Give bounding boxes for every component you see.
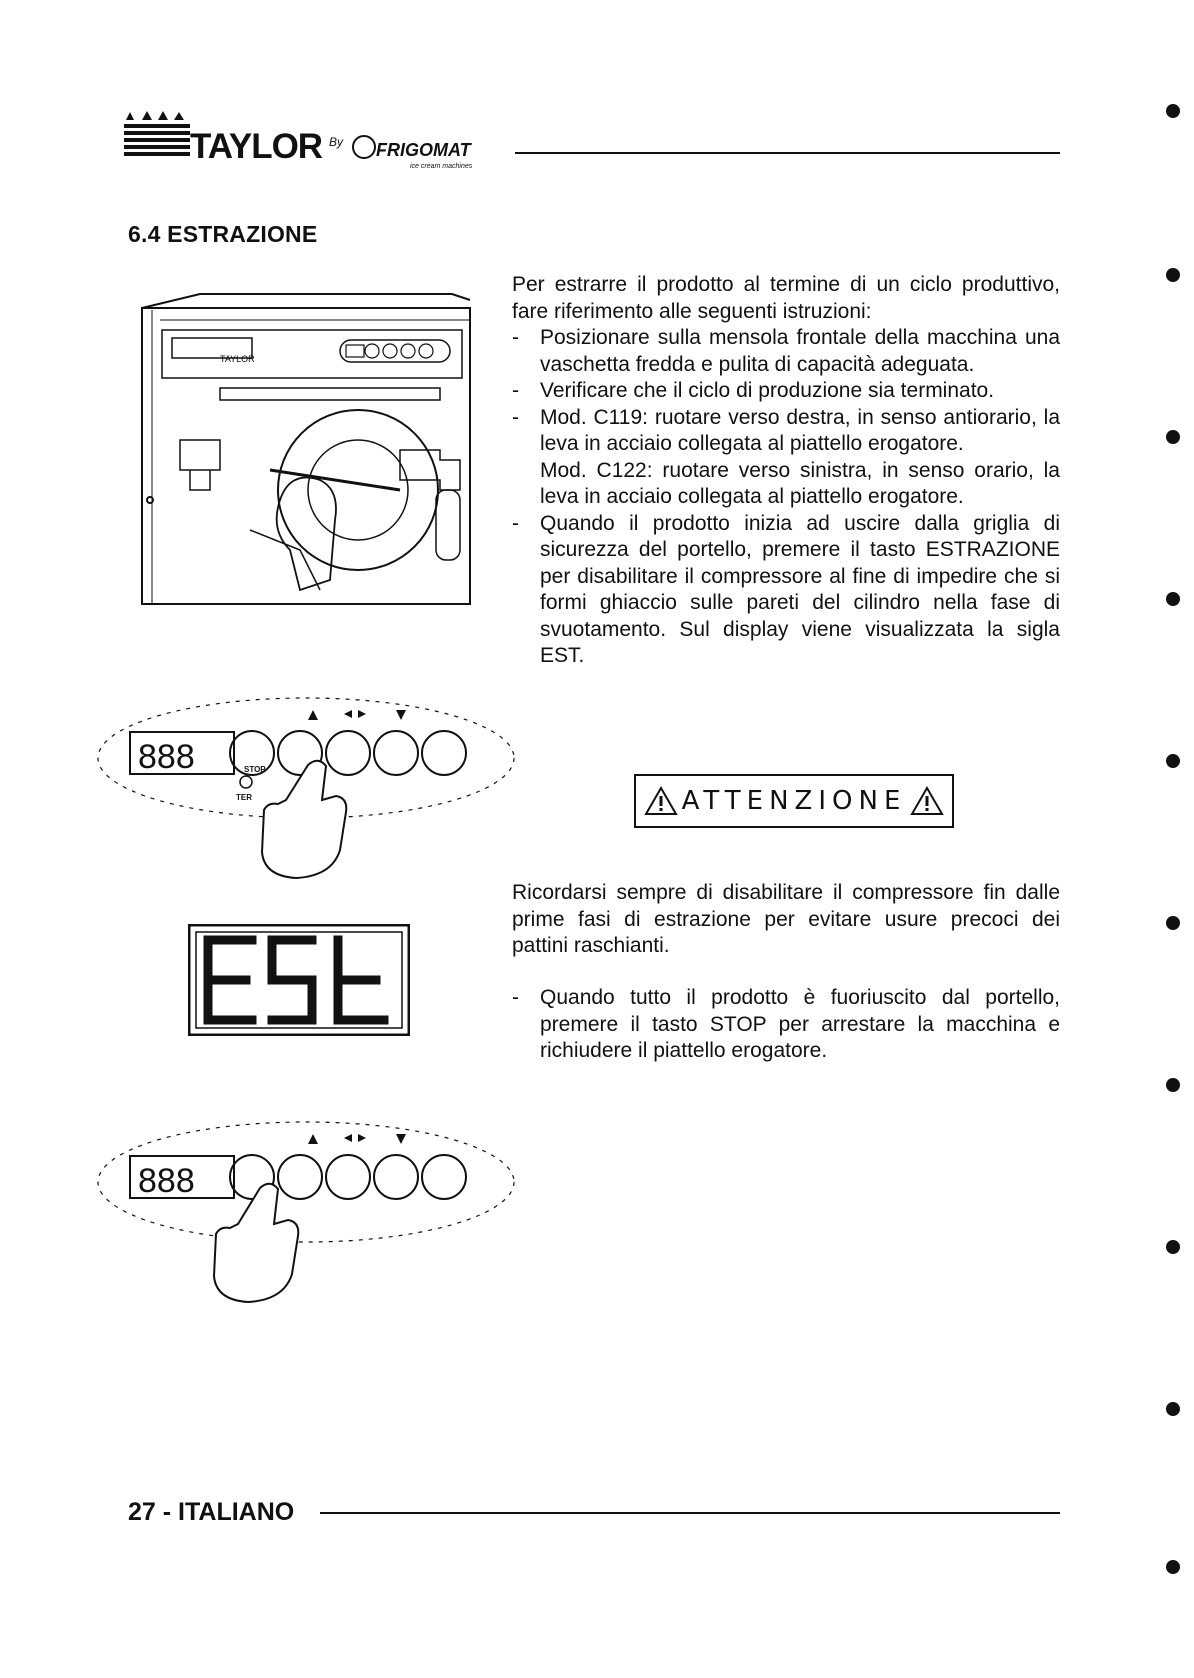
binder-hole xyxy=(1166,1240,1180,1254)
machine-illustration xyxy=(140,290,480,610)
svg-text:TAYLOR: TAYLOR xyxy=(220,354,255,364)
page-number: 27 - ITALIANO xyxy=(128,1498,295,1526)
frigomat-emblem-icon xyxy=(353,136,375,158)
warning-triangle-icon xyxy=(910,786,944,816)
brand-logo xyxy=(124,110,514,186)
step-item: - Posizionare sulla mensola frontale della macchina una vaschetta fredda e pulita di capacità adeguata. xyxy=(512,326,1060,376)
binder-hole xyxy=(1166,268,1180,282)
svg-text:STOP: STOP xyxy=(244,765,266,774)
svg-text:888: 888 xyxy=(138,1162,195,1200)
binder-hole xyxy=(1166,1560,1180,1574)
binder-hole xyxy=(1166,1402,1180,1416)
product-key-icon xyxy=(326,1155,370,1199)
taylor-frigomat-logo xyxy=(124,110,514,186)
control-panel-estrazione-figure xyxy=(96,680,516,890)
header-rule xyxy=(515,152,1060,154)
svg-text:By: By xyxy=(329,135,344,149)
instructions-block xyxy=(512,272,1060,670)
warning-paragraph: Ricordarsi sempre di disabilitare il compressore fin dalle prime fasi di estrazione per evitare usure precoci dei pattini raschianti. xyxy=(512,881,1060,957)
warning-label: ATTENZIONE xyxy=(681,786,907,816)
binder-hole xyxy=(1166,430,1180,444)
timer-key-icon xyxy=(374,1155,418,1199)
svg-text:FRIGOMAT: FRIGOMAT xyxy=(376,140,471,160)
binder-hole xyxy=(1166,104,1180,118)
svg-text:TAYLOR: TAYLOR xyxy=(190,127,323,166)
intro-paragraph: Per estrarre il prodotto al termine di un ciclo produttivo, fare riferimento alle seguenti istruzioni: xyxy=(512,273,1060,323)
warning-text-block xyxy=(512,880,1060,960)
timer-key-icon xyxy=(374,731,418,775)
step-item: - Verificare che il ciclo di produzione sia terminato. xyxy=(512,379,995,402)
svg-text:ice cream machines: ice cream machines xyxy=(410,163,473,170)
cup-key-icon xyxy=(422,1155,466,1199)
est-display-figure xyxy=(188,924,410,1036)
step-item: - Quando il prodotto inizia ad uscire dalla griglia di sicurezza del portello, premere il tasto ESTRAZIONE per disabilitare il compressore al fine di impedire che si formi ghiaccio sulle pareti del cilindro nella fase di svuotamento. Sul display viene visualizzata la sigla EST. xyxy=(512,511,1060,667)
svg-text:888: 888 xyxy=(138,738,195,776)
section-title: 6.4 ESTRAZIONE xyxy=(128,221,318,247)
cup-key-icon xyxy=(422,731,466,775)
pointing-hand-icon xyxy=(262,761,346,878)
binder-hole xyxy=(1166,916,1180,930)
step-item: - Quando tutto il prodotto è fuoriuscito dal portello, premere il tasto STOP per arrestare la macchina e richiudere il piattello erogatore. xyxy=(512,986,1060,1062)
product-key-icon xyxy=(326,731,370,775)
warning-triangle-icon xyxy=(644,786,678,816)
pointing-hand-icon xyxy=(214,1184,298,1302)
step-item-continuation: Mod. C122: ruotare verso sinistra, in senso orario, la leva in acciaio collegata al piattello erogatore. xyxy=(540,458,1060,508)
binder-hole xyxy=(1166,1078,1180,1092)
control-panel-stop-figure xyxy=(96,1104,516,1314)
binder-hole xyxy=(1166,754,1180,768)
final-step-block xyxy=(512,985,1060,1065)
binder-hole xyxy=(1166,592,1180,606)
warning-box xyxy=(634,774,954,828)
step-item: - Mod. C119: ruotare verso destra, in senso antiorario, la leva in acciaio collegata al piattello erogatore. xyxy=(512,405,1060,455)
footer-rule xyxy=(320,1512,1060,1514)
display-readout-text: ESt xyxy=(188,924,190,925)
extraction-key-icon xyxy=(278,1155,322,1199)
svg-text:TER: TER xyxy=(236,793,252,802)
